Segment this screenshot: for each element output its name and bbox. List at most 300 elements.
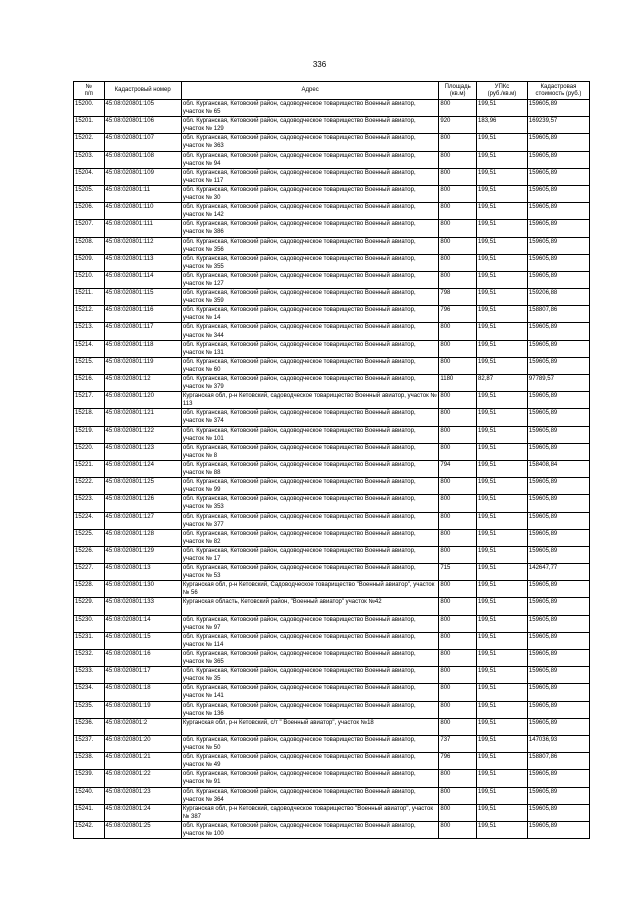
cell-address: обл. Курганская, Кетовский район, садоводческое товарищество Военный авиатор, участок № 117 [181,168,438,185]
cell-area: 800 [439,409,477,426]
cell-upks: 199,51 [477,134,528,151]
cell-cost: 159605,89 [527,409,589,426]
cell-area: 800 [439,100,477,117]
cell-cost: 159605,89 [527,615,589,632]
cell-cost: 159605,89 [527,770,589,787]
table-row [74,323,590,340]
cell-kadastr: 45:08:020801:130 [104,581,181,598]
cell-address: обл. Курганская, Кетовский район, садоводческое товарищество Военный авиатор, участок № 344 [181,323,438,340]
cell-area: 796 [439,753,477,770]
cell-area: 800 [439,185,477,202]
cell-area: 800 [439,615,477,632]
cell-area: 800 [439,478,477,495]
cell-kadastr: 45:08:020801:120 [104,392,181,409]
cell-area: 800 [439,340,477,357]
cell-kadastr: 45:08:020801:121 [104,409,181,426]
cell-address: обл. Курганская, Кетовский район, садоводческое товарищество Военный авиатор, участок № 101 [181,426,438,443]
cell-kadastr: 45:08:020801:17 [104,667,181,684]
table-row [74,254,590,271]
cell-num: 15203. [74,151,105,168]
cell-address: обл. Курганская, Кетовский район, садоводческое товарищество Военный авиатор, участок № 363 [181,134,438,151]
cell-num: 15222. [74,478,105,495]
cell-address: Курганская область, Кетовский район, "Военный авиатор" участок №42 [181,598,438,615]
table-row [74,667,590,684]
table-row [74,443,590,460]
cell-address: обл. Курганская, Кетовский район, садоводческое товарищество Военный авиатор, участок № 355 [181,254,438,271]
table-row [74,185,590,202]
cell-num: 15205. [74,185,105,202]
cell-kadastr: 45:08:020801:125 [104,478,181,495]
table-row [74,598,590,615]
cell-cost: 158807,86 [527,306,589,323]
cell-upks: 199,51 [477,735,528,752]
cell-address: обл. Курганская, Кетовский район, садоводческое товарищество Военный авиатор, участок № 364 [181,787,438,804]
header-kadastr: Кадастровый номер [104,82,181,100]
cell-cost: 159605,89 [527,632,589,649]
header-cost-line1: Кадастровая [540,83,577,90]
cell-upks: 199,51 [477,512,528,529]
cell-address: Курганская обл, р-н Кетовский, садоводческое товарищество Военный авиатор, участок № 113 [181,392,438,409]
table-row [74,306,590,323]
cell-address: обл. Курганская, Кетовский район, садоводческое товарищество Военный авиатор, участок № 353 [181,495,438,512]
cell-num: 15226. [74,546,105,563]
cell-upks: 199,51 [477,460,528,477]
cell-area: 800 [439,323,477,340]
cell-num: 15209. [74,254,105,271]
cell-upks: 199,51 [477,632,528,649]
cell-kadastr: 45:08:020801:113 [104,254,181,271]
cell-num: 15211. [74,289,105,306]
cell-address: обл. Курганская, Кетовский район, садоводческое товарищество Военный авиатор, участок № 359 [181,289,438,306]
cell-num: 15232. [74,650,105,667]
cell-upks: 199,51 [477,529,528,546]
cell-area: 1180 [439,375,477,392]
cell-cost: 159605,89 [527,684,589,701]
cell-cost: 159605,89 [527,529,589,546]
cell-cost: 158807,86 [527,753,589,770]
cell-upks: 199,51 [477,478,528,495]
table-row [74,357,590,374]
table-row [74,478,590,495]
cell-address: обл. Курганская, Кетовский район, садоводческое товарищество Военный авиатор, участок № 365 [181,650,438,667]
cell-area: 800 [439,529,477,546]
table-row [74,650,590,667]
cell-area: 800 [439,632,477,649]
cell-num: 15225. [74,529,105,546]
cell-cost: 159605,89 [527,392,589,409]
cell-cost: 158408,84 [527,460,589,477]
table-row [74,340,590,357]
cell-kadastr: 45:08:020801:110 [104,203,181,220]
cell-kadastr: 45:08:020801:15 [104,632,181,649]
cell-area: 800 [439,426,477,443]
cell-cost: 159605,89 [527,134,589,151]
cell-address: обл. Курганская, Кетовский район, садоводческое товарищество Военный авиатор, участок № 88 [181,460,438,477]
cell-upks: 199,51 [477,770,528,787]
cell-upks: 199,51 [477,564,528,581]
cell-cost: 159605,89 [527,185,589,202]
cell-address: обл. Курганская, Кетовский район, садоводческое товарищество Военный авиатор, участок № 60 [181,357,438,374]
cell-area: 800 [439,667,477,684]
cell-upks: 199,51 [477,667,528,684]
table-row [74,632,590,649]
cell-area: 800 [439,203,477,220]
cell-address: обл. Курганская, Кетовский район, садоводческое товарищество Военный авиатор, участок № 374 [181,409,438,426]
cell-num: 15228. [74,581,105,598]
cell-num: 15218. [74,409,105,426]
cell-kadastr: 45:08:020801:122 [104,426,181,443]
cell-upks: 199,51 [477,392,528,409]
cell-num: 15242. [74,821,105,838]
cell-cost: 159605,89 [527,581,589,598]
cell-cost: 142647,77 [527,564,589,581]
cell-num: 15207. [74,220,105,237]
cell-kadastr: 45:08:020801:111 [104,220,181,237]
table-row [74,581,590,598]
cell-area: 800 [439,220,477,237]
cell-cost: 159605,89 [527,426,589,443]
cell-num: 15230. [74,615,105,632]
cell-cost: 159605,89 [527,151,589,168]
cell-upks: 199,51 [477,340,528,357]
table-row [74,392,590,409]
cell-kadastr: 45:08:020801:109 [104,168,181,185]
cell-kadastr: 45:08:020801:133 [104,598,181,615]
cell-num: 15208. [74,237,105,254]
cell-address: обл. Курганская, Кетовский район, садоводческое товарищество Военный авиатор, участок № 17 [181,546,438,563]
cell-address: обл. Курганская, Кетовский район, садоводческое товарищество Военный авиатор, участок № 136 [181,701,438,718]
cell-cost: 159605,89 [527,443,589,460]
header-num-line1: № [85,83,92,90]
cell-kadastr: 45:08:020801:106 [104,117,181,134]
cell-cost: 147036,93 [527,735,589,752]
header-upks-line1: УПКс [494,83,510,90]
cell-area: 800 [439,804,477,821]
cell-address: обл. Курганская, Кетовский район, садоводческое товарищество Военный авиатор, участок № 14 [181,306,438,323]
cell-kadastr: 45:08:020801:118 [104,340,181,357]
cell-upks: 199,51 [477,254,528,271]
cell-address: обл. Курганская, Кетовский район, садоводческое товарищество Военный авиатор, участок № 131 [181,340,438,357]
cell-area: 800 [439,701,477,718]
table-row [74,684,590,701]
cell-area: 800 [439,770,477,787]
cell-area: 800 [439,151,477,168]
cell-num: 15223. [74,495,105,512]
header-num [74,82,105,100]
cell-kadastr: 45:08:020801:25 [104,821,181,838]
cell-address: Курганская обл, р-н Кетовский, садоводческое товарищество "Военный авиатор", участок № 387 [181,804,438,821]
cell-upks: 199,51 [477,753,528,770]
cell-kadastr: 45:08:020801:124 [104,460,181,477]
cell-address: обл. Курганская, Кетовский район, садоводческое товарищество Военный авиатор, участок № 114 [181,632,438,649]
cell-num: 15220. [74,443,105,460]
cell-address: обл. Курганская, Кетовский район, садоводческое товарищество Военный авиатор, участок № 377 [181,512,438,529]
cell-area: 800 [439,546,477,563]
cell-area: 737 [439,735,477,752]
cell-upks: 199,51 [477,271,528,288]
cell-cost: 159605,89 [527,667,589,684]
cell-upks: 199,51 [477,237,528,254]
cell-num: 15201. [74,117,105,134]
cell-kadastr: 45:08:020801:117 [104,323,181,340]
cell-num: 15219. [74,426,105,443]
cell-cost: 169239,57 [527,117,589,134]
cell-area: 800 [439,237,477,254]
cell-kadastr: 45:08:020801:12 [104,375,181,392]
cell-num: 15214. [74,340,105,357]
cell-kadastr: 45:08:020801:13 [104,564,181,581]
cell-cost: 159605,89 [527,340,589,357]
cell-kadastr: 45:08:020801:112 [104,237,181,254]
cell-address: обл. Курганская, Кетовский район, садоводческое товарищество Военный авиатор, участок № 141 [181,684,438,701]
cell-upks: 199,51 [477,185,528,202]
cell-cost: 159605,89 [527,357,589,374]
cell-kadastr: 45:08:020801:119 [104,357,181,374]
cell-kadastr: 45:08:020801:116 [104,306,181,323]
cell-area: 715 [439,564,477,581]
cell-address: обл. Курганская, Кетовский район, садоводческое товарищество Военный авиатор, участок № 50 [181,735,438,752]
cell-cost: 159605,89 [527,271,589,288]
table-row [74,151,590,168]
cell-address: Курганская обл, р-н Кетовский, Садоводческое товарищество "Военный авиатор", участок № 56 [181,581,438,598]
cell-upks: 199,51 [477,151,528,168]
table-row [74,753,590,770]
cell-upks: 199,51 [477,495,528,512]
cell-upks: 199,51 [477,598,528,615]
header-upks [477,82,528,100]
cell-num: 15229. [74,598,105,615]
cell-address: обл. Курганская, Кетовский район, садоводческое товарищество Военный авиатор, участок № 30 [181,185,438,202]
cell-upks: 199,51 [477,718,528,735]
cell-cost: 97789,57 [527,375,589,392]
cell-kadastr: 45:08:020801:108 [104,151,181,168]
cell-upks: 199,51 [477,443,528,460]
cell-num: 15238. [74,753,105,770]
cell-area: 800 [439,650,477,667]
cell-upks: 199,51 [477,100,528,117]
table-header-row [74,82,590,100]
cell-area: 798 [439,289,477,306]
cell-address: обл. Курганская, Кетовский район, садоводческое товарищество Военный авиатор, участок № 94 [181,151,438,168]
cell-kadastr: 45:08:020801:24 [104,804,181,821]
cell-area: 800 [439,581,477,598]
cell-num: 15240. [74,787,105,804]
cell-address: обл. Курганская, Кетовский район, садоводческое товарищество Военный авиатор, участок № 129 [181,117,438,134]
cell-upks: 199,51 [477,615,528,632]
table-row [74,512,590,529]
cell-num: 15216. [74,375,105,392]
cell-upks: 199,51 [477,426,528,443]
cell-upks: 199,51 [477,306,528,323]
cell-upks: 199,51 [477,804,528,821]
cell-upks: 199,51 [477,323,528,340]
cell-num: 15221. [74,460,105,477]
table-row [74,134,590,151]
cell-kadastr: 45:08:020801:16 [104,650,181,667]
cell-cost: 159605,89 [527,478,589,495]
cell-cost: 159605,89 [527,168,589,185]
cell-cost: 159605,89 [527,512,589,529]
table-row [74,615,590,632]
cell-num: 15237. [74,735,105,752]
cell-kadastr: 45:08:020801:21 [104,753,181,770]
cell-cost: 159605,89 [527,323,589,340]
cell-upks: 199,51 [477,409,528,426]
cell-area: 800 [439,512,477,529]
page-number: 336 [312,60,327,69]
cell-num: 15200. [74,100,105,117]
cell-area: 800 [439,598,477,615]
cell-kadastr: 45:08:020801:14 [104,615,181,632]
cell-cost: 159605,89 [527,598,589,615]
table-row [74,770,590,787]
cell-upks: 199,51 [477,289,528,306]
cell-area: 800 [439,357,477,374]
cell-address: обл. Курганская, Кетовский район, садоводческое товарищество Военный авиатор, участок № 65 [181,100,438,117]
cell-area: 800 [439,168,477,185]
table-row [74,546,590,563]
cell-address: обл. Курганская, Кетовский район, садоводческое товарищество Военный авиатор, участок № 97 [181,615,438,632]
cell-area: 800 [439,134,477,151]
cell-cost: 159605,89 [527,650,589,667]
cell-kadastr: 45:08:020801:107 [104,134,181,151]
cell-kadastr: 45:08:020801:18 [104,684,181,701]
table-row [74,529,590,546]
cell-address: обл. Курганская, Кетовский район, садоводческое товарищество Военный авиатор, участок № 386 [181,220,438,237]
table-row [74,117,590,134]
header-num-line2: п/п [84,90,93,97]
table-row [74,271,590,288]
cell-num: 15217. [74,392,105,409]
cell-address: обл. Курганская, Кетовский район, садоводческое товарищество Военный авиатор, участок № 82 [181,529,438,546]
header-area [439,82,477,100]
cell-address: обл. Курганская, Кетовский район, садоводческое товарищество Военный авиатор, участок № 127 [181,271,438,288]
cell-num: 15212. [74,306,105,323]
cell-kadastr: 45:08:020801:19 [104,701,181,718]
cell-cost: 159605,89 [527,237,589,254]
header-address: Адрес [181,82,438,100]
cell-kadastr: 45:08:020801:123 [104,443,181,460]
cell-area: 800 [439,392,477,409]
cell-area: 800 [439,254,477,271]
table-row [74,735,590,752]
cell-num: 15236. [74,718,105,735]
table-row [74,460,590,477]
cell-num: 15227. [74,564,105,581]
cadastral-register-table [73,81,590,839]
cell-upks: 183,96 [477,117,528,134]
cell-cost: 159605,89 [527,220,589,237]
cell-area: 800 [439,443,477,460]
cell-area: 796 [439,306,477,323]
cell-address: обл. Курганская, Кетовский район, садоводческое товарищество Военный авиатор, участок № 8 [181,443,438,460]
cell-cost: 159605,89 [527,100,589,117]
cell-num: 15204. [74,168,105,185]
cell-kadastr: 45:08:020801:127 [104,512,181,529]
cell-num: 15202. [74,134,105,151]
cell-area: 800 [439,271,477,288]
table-row [74,564,590,581]
cell-cost: 159605,89 [527,203,589,220]
cell-kadastr: 45:08:020801:129 [104,546,181,563]
cell-upks: 199,51 [477,546,528,563]
table-row [74,718,590,735]
cell-cost: 159605,89 [527,787,589,804]
cell-num: 15210. [74,271,105,288]
header-upks-line2: (руб./кв.м) [487,90,517,97]
cell-cost: 159206,88 [527,289,589,306]
cell-kadastr: 45:08:020801:114 [104,271,181,288]
header-cost [527,82,589,100]
cell-kadastr: 45:08:020801:105 [104,100,181,117]
cell-address: обл. Курганская, Кетовский район, садоводческое товарищество Военный авиатор, участок № 142 [181,203,438,220]
cell-cost: 159605,89 [527,254,589,271]
table-row [74,409,590,426]
cell-address: обл. Курганская, Кетовский район, садоводческое товарищество Военный авиатор, участок № 100 [181,821,438,838]
header-cost-line2: стоимость (руб.) [535,90,582,97]
cell-upks: 199,51 [477,168,528,185]
table-row [74,821,590,838]
cell-cost: 159605,89 [527,701,589,718]
cell-address: обл. Курганская, Кетовский район, садоводческое товарищество Военный авиатор, участок № 379 [181,375,438,392]
cell-upks: 199,51 [477,203,528,220]
cell-address: обл. Курганская, Кетовский район, садоводческое товарищество Военный авиатор, участок № 35 [181,667,438,684]
cell-num: 15224. [74,512,105,529]
cell-address: обл. Курганская, Кетовский район, садоводческое товарищество Военный авиатор, участок № 49 [181,753,438,770]
header-area-line1: Площадь [444,83,471,90]
cell-num: 15231. [74,632,105,649]
cell-cost: 159605,89 [527,804,589,821]
table-row [74,426,590,443]
cell-area: 800 [439,821,477,838]
cell-kadastr: 45:08:020801:22 [104,770,181,787]
cell-kadastr: 45:08:020801:11 [104,185,181,202]
cell-upks: 199,51 [477,701,528,718]
cell-kadastr: 45:08:020801:20 [104,735,181,752]
cell-cost: 159605,89 [527,495,589,512]
cell-num: 15233. [74,667,105,684]
table-row [74,203,590,220]
cell-num: 15234. [74,684,105,701]
cell-area: 800 [439,718,477,735]
cell-num: 15235. [74,701,105,718]
table-row [74,495,590,512]
cell-upks: 82,87 [477,375,528,392]
table-row [74,220,590,237]
cell-address: обл. Курганская, Кетовский район, садоводческое товарищество Военный авиатор, участок № 91 [181,770,438,787]
cell-address: Курганская обл, р-н Кетовский, с/т " Военный авиатор", участок №18 [181,718,438,735]
cell-cost: 159605,89 [527,718,589,735]
table-row [74,100,590,117]
cell-kadastr: 45:08:020801:115 [104,289,181,306]
cell-area: 800 [439,684,477,701]
cell-kadastr: 45:08:020801:23 [104,787,181,804]
cell-upks: 199,51 [477,787,528,804]
cell-cost: 159605,89 [527,546,589,563]
table-row [74,375,590,392]
table-row [74,168,590,185]
cell-area: 794 [439,460,477,477]
cell-kadastr: 45:08:020801:128 [104,529,181,546]
cell-upks: 199,51 [477,650,528,667]
cell-cost: 159605,89 [527,821,589,838]
cell-area: 800 [439,787,477,804]
cell-num: 15241. [74,804,105,821]
table-row [74,804,590,821]
table-row [74,787,590,804]
cell-upks: 199,51 [477,821,528,838]
table-row [74,289,590,306]
